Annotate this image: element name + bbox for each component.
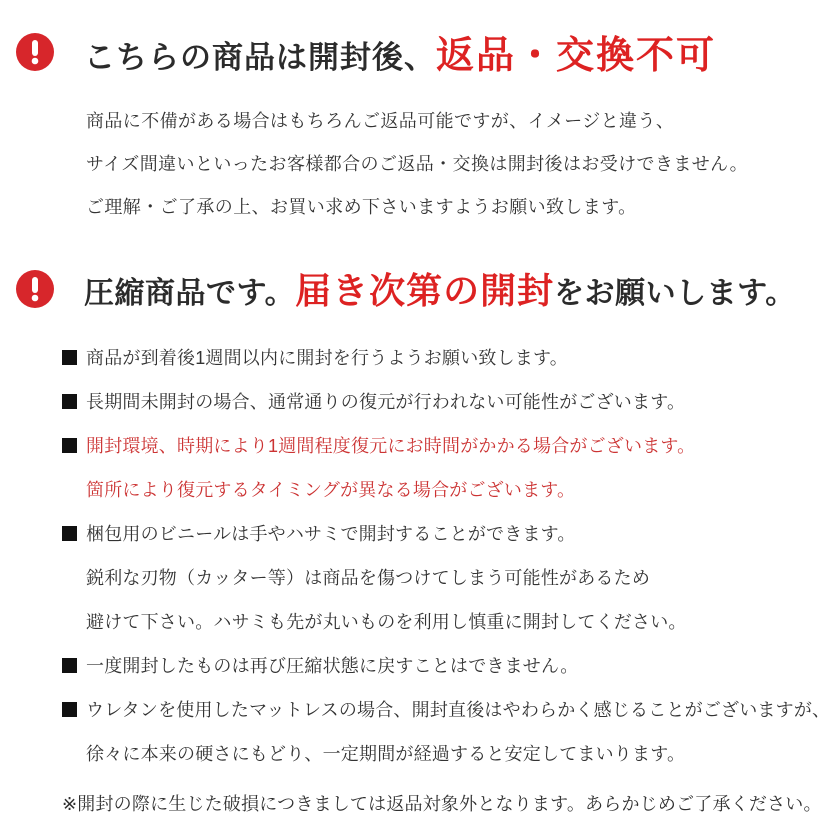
bullet-square-marker bbox=[62, 658, 77, 673]
compressed-product-title-red: 届き次第の開封 bbox=[295, 270, 555, 311]
return-policy-heading-row bbox=[0, 24, 840, 79]
compressed-product-title-black-2: をお願いします。 bbox=[554, 277, 796, 310]
bullet-line bbox=[0, 348, 840, 368]
return-policy-title-black: こちらの商品は開封後、 bbox=[84, 40, 436, 75]
bullet-text: ウレタンを使用したマットレスの場合、開封直後はやわらかく感じることがございますが、 bbox=[86, 700, 831, 720]
bullet-line bbox=[0, 436, 840, 456]
compressed-product-heading-row bbox=[0, 263, 840, 314]
bullet-text: 避けて下さい。ハサミも先が丸いものを利用し慎重に開封してください。 bbox=[86, 612, 687, 632]
bullet-line bbox=[0, 612, 840, 632]
bullet-list bbox=[0, 348, 840, 764]
bullet-square-marker bbox=[62, 350, 77, 365]
bullet-line bbox=[0, 392, 840, 412]
paragraph-line: 商品に不備がある場合はもちろんご返品可能ですが、イメージと違う、 bbox=[86, 111, 675, 131]
compressed-product-title bbox=[84, 263, 796, 314]
bullet-line bbox=[0, 568, 840, 588]
bullet-text: 商品が到着後1週間以内に開封を行うようお願い致します。 bbox=[86, 348, 568, 368]
warning-icon bbox=[16, 270, 54, 308]
bullet-text: 梱包用のビニールは手やハサミで開封することができます。 bbox=[86, 524, 576, 544]
bullet-text: 徐々に本来の硬さにもどり、一定期間が経過すると安定してまいります。 bbox=[86, 744, 686, 764]
bullet-square-marker bbox=[62, 394, 77, 409]
warning-icon bbox=[16, 33, 54, 71]
bullet-line bbox=[0, 656, 840, 676]
bullet-text: 長期間未開封の場合、通常通りの復元が行われない可能性がございます。 bbox=[86, 392, 686, 412]
footnote: ※開封の際に生じた破損につきましては返品対象外となります。あらかじめご了承ください。 bbox=[62, 794, 822, 814]
return-policy-paragraph bbox=[86, 111, 840, 217]
section-return-policy bbox=[0, 24, 840, 217]
return-policy-title bbox=[84, 24, 716, 79]
bullet-square-marker bbox=[62, 702, 77, 717]
section-compressed-product bbox=[0, 263, 840, 764]
bullet-line bbox=[0, 524, 840, 544]
compressed-product-title-black-1: 圧縮商品です。 bbox=[84, 277, 296, 310]
bullet-text: 開封環境、時期により1週間程度復元にお時間がかかる場合がございます。 bbox=[86, 436, 696, 456]
bullet-text: 鋭利な刃物（カッター等）は商品を傷つけてしまう可能性があるため bbox=[86, 568, 651, 588]
bullet-square-marker bbox=[62, 438, 77, 453]
bullet-text: 箇所により復元するタイミングが異なる場合がございます。 bbox=[86, 480, 576, 500]
bullet-line bbox=[0, 744, 840, 764]
paragraph-line: サイズ間違いといったお客様都合のご返品・交換は開封後はお受けできません。 bbox=[86, 154, 749, 174]
bullet-square-marker bbox=[62, 526, 77, 541]
paragraph-line: ご理解・ご了承の上、お買い求め下さいますようお願い致します。 bbox=[86, 197, 637, 217]
bullet-text: 一度開封したものは再び圧縮状態に戻すことはできません。 bbox=[86, 656, 579, 676]
return-policy-title-red: 返品・交換不可 bbox=[436, 35, 717, 77]
bullet-line bbox=[0, 480, 840, 500]
bullet-line bbox=[0, 700, 840, 720]
